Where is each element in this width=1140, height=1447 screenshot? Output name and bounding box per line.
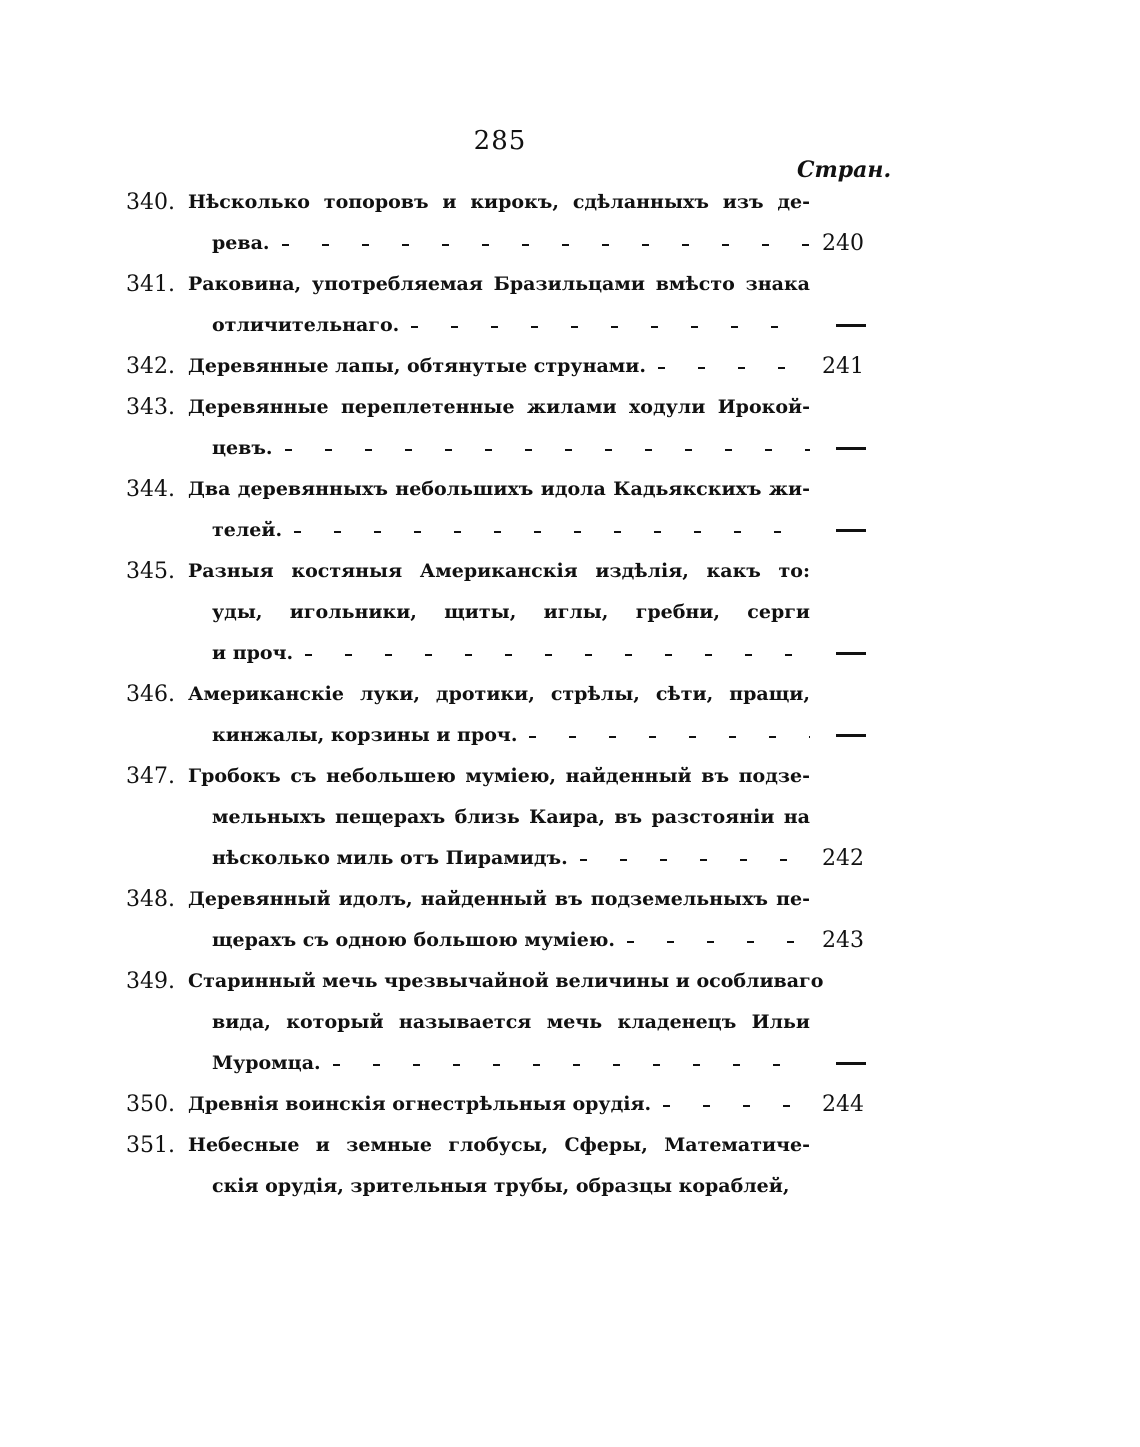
entry-number: 340.: [126, 190, 175, 215]
catalog-entry: [0, 387, 1140, 469]
entry-text-line: [212, 510, 810, 551]
entry-number: 345.: [126, 559, 175, 584]
entry-text-line: [212, 428, 810, 469]
entry-number: 343.: [126, 395, 175, 420]
catalog-entry: [0, 346, 1140, 387]
entry-text: Нѣсколько топоровъ и кирокъ, сдѣланныхъ изъ де-: [188, 191, 810, 213]
entry-number: 347.: [126, 764, 175, 789]
entry-number: 341.: [126, 272, 175, 297]
entry-text-line: [212, 1043, 810, 1084]
dot-leader: [294, 531, 810, 533]
catalog-entry: [0, 551, 1140, 674]
entry-line: [0, 838, 1140, 879]
entry-text: Небесные и земные глобусы, Сферы, Математиче-: [188, 1134, 810, 1156]
entry-line: [0, 633, 1140, 674]
entry-text: отличительнаго.: [212, 314, 400, 336]
entry-text: телей.: [212, 519, 283, 541]
entry-number: 351.: [126, 1133, 175, 1158]
entry-line: [0, 510, 1140, 551]
entry-text: нѣсколько миль отъ Пирамидъ.: [212, 847, 568, 869]
catalog-entry: [0, 879, 1140, 961]
entry-text: Два деревянныхъ небольшихъ идола Кадьякскихъ жи-: [188, 478, 810, 500]
entry-line: [0, 264, 1140, 305]
entry-text: Деревянный идолъ, найденный въ подземельныхъ пе-: [188, 888, 810, 910]
entry-line: [0, 1043, 1140, 1084]
entry-page-number: 242: [822, 846, 864, 871]
entry-line: [0, 305, 1140, 346]
ditto-dash: [836, 734, 866, 737]
entry-line: [0, 920, 1140, 961]
entry-line: [0, 797, 1140, 838]
entry-line: [0, 674, 1140, 715]
catalog-entries: [0, 182, 1140, 1207]
entry-page-number: 244: [822, 1092, 864, 1117]
page-column-header: Стран.: [797, 157, 892, 183]
dot-leader: [285, 449, 810, 451]
entry-line: [0, 1125, 1140, 1166]
entry-line: [0, 387, 1140, 428]
entry-line: [0, 182, 1140, 223]
entry-number: 346.: [126, 682, 175, 707]
catalog-entry: [0, 469, 1140, 551]
dot-leader: [580, 859, 810, 861]
entry-text-line: [188, 1084, 810, 1125]
entry-text-line: [212, 305, 810, 346]
entry-text: цевъ.: [212, 437, 273, 459]
dot-leader: [529, 736, 810, 738]
entry-text: Муромца.: [212, 1052, 321, 1074]
entry-text: Раковина, употребляемая Бразильцами вмѣсто знака: [188, 273, 810, 295]
entry-number: 344.: [126, 477, 175, 502]
entry-text: и проч.: [212, 642, 294, 664]
dot-leader: [627, 941, 810, 943]
ditto-dash: [836, 652, 866, 655]
entry-text-line: [212, 223, 810, 264]
entry-text: Древнія воинскія огнестрѣльныя орудія.: [188, 1093, 652, 1115]
entry-text-line: [212, 920, 810, 961]
ditto-dash: [836, 447, 866, 450]
entry-text-line: [212, 715, 810, 756]
dot-leader: [333, 1064, 810, 1066]
page-number: 285: [473, 126, 527, 156]
catalog-entry: [0, 1084, 1140, 1125]
dot-leader: [305, 654, 810, 656]
entry-line: [0, 551, 1140, 592]
entry-page-number: 240: [822, 231, 864, 256]
entry-line: [0, 428, 1140, 469]
catalog-entry: [0, 1125, 1140, 1207]
entry-line: [0, 346, 1140, 387]
entry-number: 350.: [126, 1092, 175, 1117]
entry-text: щерахъ съ одною большою муміею.: [212, 929, 615, 951]
catalog-entry: [0, 674, 1140, 756]
entry-text: мельныхъ пещерахъ близь Каира, въ разстояніи на: [212, 806, 810, 828]
entry-text: Гробокъ съ небольшею муміею, найденный въ подзе-: [188, 765, 810, 787]
entry-line: [0, 223, 1140, 264]
entry-line: [0, 1084, 1140, 1125]
entry-number: 349.: [126, 969, 175, 994]
entry-text: Разныя костяныя Американскія издѣлія, какъ то:: [188, 560, 810, 582]
dot-leader: [663, 1105, 810, 1107]
catalog-entry: [0, 756, 1140, 879]
catalog-entry: [0, 961, 1140, 1084]
entry-page-number: 243: [822, 928, 864, 953]
entry-line: [0, 756, 1140, 797]
entry-text: кинжалы, корзины и проч.: [212, 724, 518, 746]
dot-leader: [411, 326, 810, 328]
entry-line: [0, 592, 1140, 633]
entry-line: [0, 1166, 1140, 1207]
catalog-entry: [0, 264, 1140, 346]
entry-text-line: [188, 346, 810, 387]
entry-text: вида, который называется мечь кладенецъ Ильи: [212, 1011, 810, 1033]
entry-text-line: [212, 838, 810, 879]
ditto-dash: [836, 1062, 866, 1065]
entry-text: рева.: [212, 232, 270, 254]
entry-number: 348.: [126, 887, 175, 912]
entry-text: Деревянные переплетенные жилами ходули Ирокой-: [188, 396, 810, 418]
entry-page-number: 241: [822, 354, 864, 379]
entry-text: Деревянные лапы, обтянутые струнами.: [188, 355, 647, 377]
entry-text: Американскіе луки, дротики, стрѣлы, сѣти, пращи,: [188, 683, 810, 705]
dot-leader: [658, 367, 810, 369]
dot-leader: [282, 244, 810, 246]
entry-number: 342.: [126, 354, 175, 379]
entry-line: [0, 961, 1140, 1002]
entry-line: [0, 715, 1140, 756]
entry-text: Старинный мечь чрезвычайной величины и особливаго: [188, 970, 824, 992]
entry-text: скія орудія, зрительныя трубы, образцы кораблей,: [212, 1175, 790, 1197]
entry-line: [0, 1002, 1140, 1043]
entry-line: [0, 879, 1140, 920]
entry-line: [0, 469, 1140, 510]
entry-text: уды, игольники, щиты, иглы, гребни, серги: [212, 601, 810, 623]
entry-text-line: [212, 633, 810, 674]
catalog-entry: [0, 182, 1140, 264]
ditto-dash: [836, 324, 866, 327]
ditto-dash: [836, 529, 866, 532]
